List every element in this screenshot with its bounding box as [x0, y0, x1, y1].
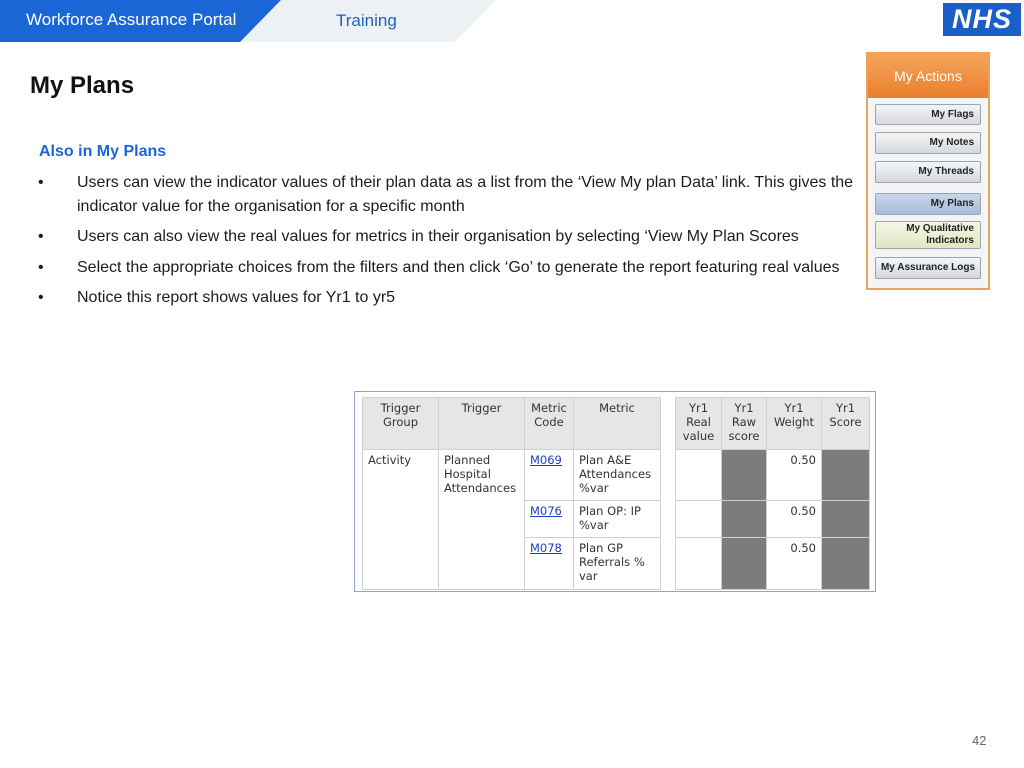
score-cell — [822, 450, 870, 501]
column-header: Trigger — [439, 398, 525, 450]
training-tab-label[interactable]: Training — [336, 11, 397, 30]
weight-cell: 0.50 — [767, 538, 822, 590]
bullet-text: Notice this report shows values for Yr1 to yr5 — [77, 289, 396, 306]
metric-code-link[interactable]: M076 — [530, 504, 562, 518]
metric-code-cell — [525, 501, 574, 538]
column-header: Yr1 Score — [822, 398, 870, 450]
column-header: Yr1 Raw score — [722, 398, 767, 450]
my-plans-button[interactable]: My Plans — [875, 193, 981, 215]
page-number: 42 — [972, 733, 987, 748]
my-actions-panel — [866, 52, 990, 290]
header-bar — [0, 0, 1024, 42]
bullet-text: Select the appropriate choices from the filters and then click ‘Go’ to generate the report featuring real values — [77, 258, 840, 276]
table-row — [363, 450, 661, 501]
weight-cell: 0.50 — [767, 450, 822, 501]
bullet-dot: • — [38, 228, 44, 245]
column-header: Metric — [574, 398, 661, 450]
metric-code-cell — [525, 450, 574, 501]
bullet-dot: • — [38, 289, 44, 306]
raw-score-cell — [722, 538, 767, 590]
my-actions-header: My Actions — [868, 54, 988, 98]
bullet-dot: • — [38, 174, 44, 191]
score-cell — [822, 538, 870, 590]
bullet-list — [38, 171, 858, 317]
page-title: My Plans — [30, 72, 135, 99]
nhs-logo — [943, 3, 1021, 36]
bullet-text: Users can also view the real values for metrics in their organisation by selecting ‘View My Plan Scores — [77, 228, 799, 245]
metric-code-link[interactable]: M078 — [530, 541, 562, 555]
column-header: Yr1 Real value — [676, 398, 722, 450]
metric-code-cell — [525, 538, 574, 590]
report-table-left — [362, 397, 661, 590]
metric-cell: Plan A&E Attendances %var — [574, 450, 661, 501]
table-row — [676, 501, 870, 538]
table-row — [676, 450, 870, 501]
column-header: Trigger Group — [363, 398, 439, 450]
raw-score-cell — [722, 450, 767, 501]
weight-cell: 0.50 — [767, 501, 822, 538]
my-notes-button[interactable]: My Notes — [875, 132, 981, 154]
real-value-cell — [676, 450, 722, 501]
metric-cell: Plan OP: IP %var — [574, 501, 661, 538]
report-table-right — [675, 397, 870, 590]
bullet-dot: • — [38, 258, 44, 276]
column-header: Yr1 Weight — [767, 398, 822, 450]
score-cell — [822, 501, 870, 538]
raw-score-cell — [722, 501, 767, 538]
trigger-cell: Planned Hospital Attendances — [439, 450, 525, 590]
my-qualitative-indicators-button[interactable]: My Qualitative Indicators — [875, 221, 981, 249]
bullet-text: Users can view the indicator values of their plan data as a list from the ‘View My plan Data’ link. This gives the indicator value for the organisation for a specific month — [77, 174, 854, 215]
my-threads-button[interactable]: My Threads — [875, 161, 981, 183]
bullet-item — [38, 171, 858, 218]
metric-code-link[interactable]: M069 — [530, 453, 562, 467]
bullet-item — [38, 225, 858, 249]
plan-scores-report — [354, 391, 876, 592]
portal-title[interactable]: Workforce Assurance Portal — [26, 10, 237, 29]
table-header-row — [363, 398, 661, 450]
table-row — [676, 538, 870, 590]
column-header: Metric Code — [525, 398, 574, 450]
section-heading: Also in My Plans — [39, 143, 167, 160]
real-value-cell — [676, 501, 722, 538]
my-assurance-logs-button[interactable]: My Assurance Logs — [875, 257, 981, 279]
bullet-item — [38, 286, 858, 310]
metric-cell: Plan GP Referrals % var — [574, 538, 661, 590]
trigger-group-cell: Activity — [363, 450, 439, 590]
bullet-item — [38, 256, 858, 280]
my-flags-button[interactable]: My Flags — [875, 104, 981, 125]
table-header-row — [676, 398, 870, 450]
real-value-cell — [676, 538, 722, 590]
nhs-logo-text: NHS — [951, 4, 1012, 34]
